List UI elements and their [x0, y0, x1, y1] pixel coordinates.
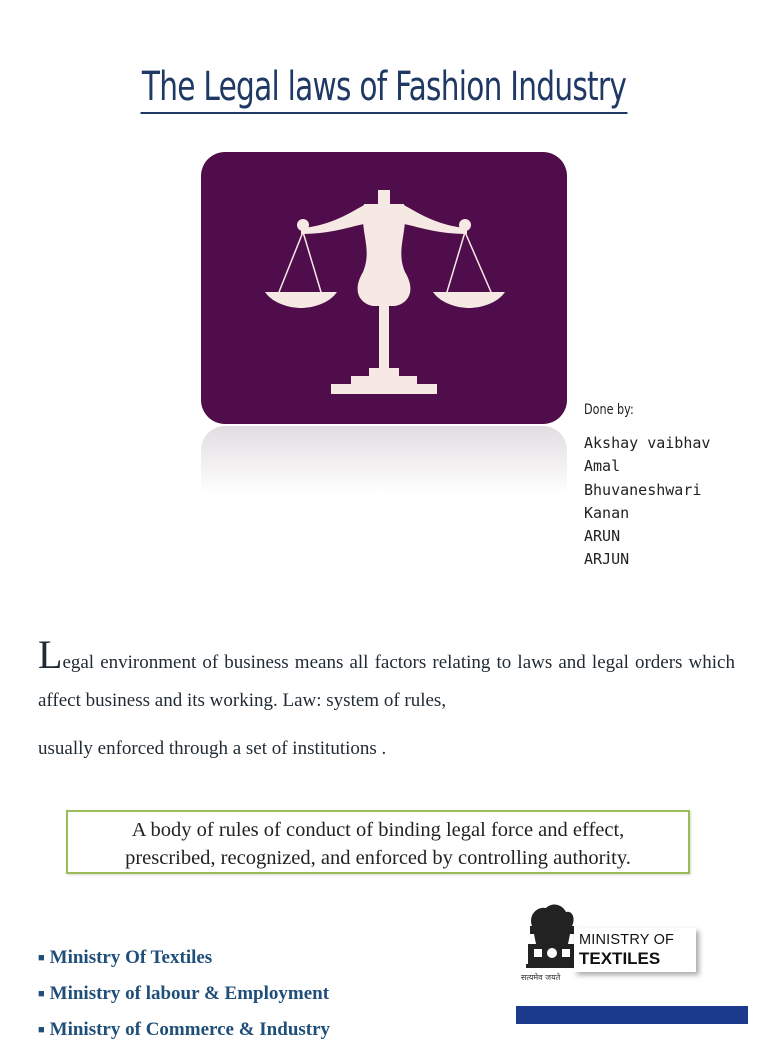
definition-line: prescribed, recognized, and enforced by controlling authority.	[125, 847, 631, 869]
author-list	[584, 432, 710, 572]
list-item: ■ Ministry of labour & Employment	[38, 983, 330, 1004]
definition-line: A body of rules of conduct of binding legal force and effect,	[131, 819, 625, 841]
page-title: The Legal laws of Fashion Industry	[100, 60, 668, 114]
credits-label: Done by:	[584, 402, 634, 418]
ministry-of-textiles-logo	[574, 928, 696, 972]
author-name: ARUN	[584, 527, 621, 546]
list-item: ■ Ministry of Commerce & Industry	[38, 1019, 331, 1040]
law-definition-box	[66, 810, 690, 874]
list-item: ■ Ministry Of Textiles	[38, 947, 213, 968]
fashion-law-logo	[201, 152, 567, 424]
author-name: Bhuvaneshwari	[584, 480, 702, 499]
bullet-icon: ■	[38, 952, 45, 964]
intro-paragraph	[38, 632, 735, 720]
intro-text: egal environment of business means all factors relating to laws and legal orders which affect business and its working. Law: system of rules,	[38, 652, 735, 711]
scales-of-justice-mannequin-icon	[201, 152, 567, 424]
logo-reflection	[201, 426, 567, 506]
logo-line-1: MINISTRY OF	[579, 932, 675, 948]
author-name: Amal	[584, 457, 621, 476]
bullet-icon: ■	[38, 988, 45, 1000]
drop-cap: L	[38, 632, 63, 677]
logo-line-2: TEXTILES	[579, 949, 661, 968]
intro-paragraph-last-line: usually enforced through a set of institutions .	[38, 738, 387, 759]
author-name: Kanan	[584, 503, 630, 522]
ministry-list	[38, 940, 330, 1048]
blue-banner	[516, 1006, 748, 1024]
author-name: ARJUN	[584, 550, 630, 569]
author-name: Akshay vaibhav	[584, 434, 711, 452]
bullet-icon: ■	[38, 1024, 45, 1036]
emblem-caption: सत्यमेव जयते	[521, 973, 561, 982]
